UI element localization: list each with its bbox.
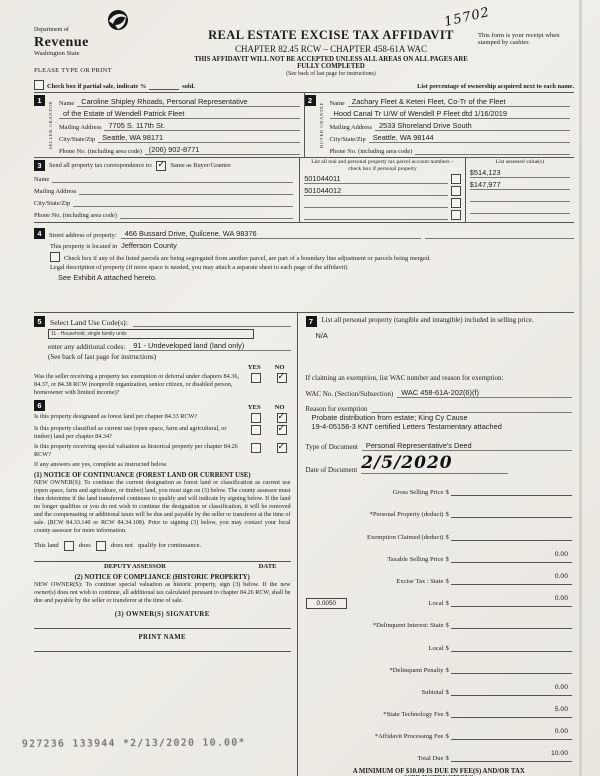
same-as-buyer-checkbox — [156, 161, 166, 171]
dollar-sign: $ — [445, 688, 449, 696]
money-label: *Personal Property (deduct) — [369, 511, 444, 519]
main-columns — [34, 313, 574, 776]
if-yes-note: If any answers are yes, complete as instructed below. — [34, 461, 168, 469]
parcel-numbers-column — [300, 158, 466, 222]
same-as-buyer-label: Same as Buyer/Grantee — [170, 162, 231, 169]
money-value: 0.00 — [554, 683, 568, 691]
dor-logo-block — [34, 6, 184, 74]
parcel-number — [304, 207, 448, 208]
additional-codes-label: enter any additional codes: — [48, 343, 126, 351]
reason-label: Reason for exemption — [305, 405, 368, 413]
this-land-label: This land — [34, 542, 59, 550]
seller-buyer-box — [34, 93, 574, 158]
cashier-stamp: 927236 133944 *2/13/2020 10.00* — [21, 737, 246, 750]
q3-yes-checkbox — [251, 443, 261, 453]
section-4-number: 4 — [34, 228, 45, 239]
seller-address-label: Mailing Address — [59, 124, 102, 131]
left-column — [34, 313, 298, 776]
money-value: 0.00 — [554, 728, 568, 736]
yes-header: YES — [247, 404, 261, 412]
seller-section — [34, 93, 305, 157]
money-label: Subtotal — [421, 688, 444, 696]
money-label: Total Due — [417, 755, 444, 763]
does-not-checkbox — [96, 541, 106, 551]
deferral-yes-checkbox — [251, 373, 261, 383]
receipt-note: This form is your receipt when stamped by cashier. — [478, 32, 560, 46]
correspondence-parcels-box — [34, 158, 574, 223]
assessed-value: $147,977 — [470, 180, 570, 190]
see-back-note: (See back of last page for instructions) — [48, 353, 157, 361]
buyer-name-value2: Hood Canal Tr U/W of Wendell P Fleet dtd 1/16/2019 — [333, 109, 508, 118]
money-value — [568, 640, 572, 647]
money-value: 0.00 — [554, 595, 568, 603]
historic-property-question: Is this property receiving special valuation as historical property per chapter 84.26 RCW? — [34, 442, 238, 458]
corr-phone-label: Phone No. (including area code) — [34, 212, 117, 219]
money-value: 0.00 — [554, 550, 568, 558]
owners-signature-line — [34, 618, 291, 629]
q2-yes-checkbox — [251, 425, 261, 435]
does-not-label: does not — [110, 542, 133, 550]
money-label: Local — [428, 600, 444, 608]
buyer-side-label: BUYER GRANTEE — [318, 102, 324, 148]
assessed-values-column — [466, 158, 574, 222]
assessed-header: List assessed value(s) — [495, 159, 545, 165]
buyer-city-value: Seattle, WA 98144 — [372, 133, 434, 142]
additional-codes-value: 91 - Undeveloped land (land only) — [133, 341, 245, 350]
doc-type-value: Personal Representative's Deed — [365, 441, 472, 450]
dollar-sign: $ — [445, 555, 449, 563]
personal-property-checkbox — [451, 198, 461, 208]
segregated-checkbox — [50, 252, 60, 262]
notice1-title: (1) NOTICE OF CONTINUANCE (FOREST LAND OR CURRENT USE) — [34, 472, 251, 480]
date-label: DATE — [258, 562, 277, 570]
minimum-note-line1: A MINIMUM OF $10.00 IS DUE IN FEE(S) AND/OR TAX — [352, 768, 525, 776]
does-label: does — [78, 542, 91, 550]
dollar-sign: $ — [445, 533, 449, 541]
parcel-header: List all real and personal property tax parcel account numbers – check box if personal property — [311, 159, 454, 172]
local-rate-box: 0.0050 — [306, 598, 348, 609]
corr-city-label: City/State/Zip — [34, 200, 71, 207]
assessed-value — [470, 204, 570, 214]
money-value: 0.00 — [554, 572, 568, 580]
sold-label: sold. — [182, 83, 195, 90]
continuance-row — [34, 541, 291, 551]
print-name-line — [34, 641, 291, 652]
agency-dept-label: Department of — [34, 27, 69, 33]
doc-date-value: 2/5/2020 — [361, 453, 453, 473]
print-name-label: PRINT NAME — [138, 634, 186, 642]
dollar-sign: $ — [445, 622, 449, 630]
section-7-number: 7 — [306, 316, 317, 327]
money-label: Local — [428, 644, 444, 652]
correspondence-section — [34, 158, 300, 222]
parcel-number — [304, 219, 448, 220]
buyer-city-label: City/State/Zip — [329, 136, 366, 143]
ownership-note: List percentage of ownership acquired next to each name. — [417, 83, 574, 90]
form-warning: THIS AFFIDAVIT WILL NOT BE ACCEPTED UNLESS ALL AREAS ON ALL PAGES ARE FULLY COMPLETED — [194, 56, 468, 70]
money-label: *State Technology Fee — [383, 711, 444, 719]
buyer-address-value: 2533 Shoreland Drive South — [378, 121, 472, 130]
buyer-section — [305, 93, 575, 157]
seller-name-label: Name — [59, 100, 75, 107]
street-address-value: 466 Bussard Drive, Quilcene, WA 98376 — [124, 229, 257, 238]
buyer-name-value: Zachary Fleet & Keteri Fleet, Co-Tr of the Fleet — [351, 97, 506, 106]
partial-sale-checkbox — [34, 80, 44, 90]
wac-label: WAC No. (Section/Subsection) — [305, 390, 394, 398]
section-3-number: 3 — [34, 160, 45, 171]
form-title: REAL ESTATE EXCISE TAX AFFIDAVIT — [208, 28, 454, 42]
corr-name-label: Name — [34, 176, 50, 183]
parcel-number: 501044012 — [304, 186, 448, 196]
q2-no-checkbox — [277, 425, 287, 435]
money-value: 5.00 — [554, 706, 568, 714]
q1-yes-checkbox — [251, 413, 261, 423]
dollar-sign: $ — [445, 711, 449, 719]
land-use-code-box: 11 - Household, single family units — [48, 329, 254, 339]
agency-revenue-label: Revenue — [34, 35, 89, 50]
handwritten-receipt-number: 15702 — [442, 4, 492, 31]
percent-sold-blank — [149, 82, 179, 90]
street-address-label: Street address of property: — [49, 232, 117, 239]
seller-phone-label: Phone No. (including area code) — [59, 148, 142, 155]
money-value — [568, 529, 572, 536]
money-value — [568, 506, 572, 513]
property-section — [34, 223, 574, 313]
wac-value: WAC 458-61A-202(6)(f) — [401, 388, 479, 397]
buyer-address-label: Mailing Address — [329, 124, 372, 131]
segregated-label: Check box if any of the listed parcels are being segregated from another parcel, are part of a boundary line adjustment or parcels being merged. — [64, 255, 431, 262]
qualify-label: qualify for continuance. — [138, 542, 202, 550]
buyer-name-label: Name — [329, 100, 345, 107]
right-column — [298, 313, 575, 776]
does-checkbox — [64, 541, 74, 551]
no-header: NO — [274, 404, 285, 412]
notice2-body: NEW OWNER(S): To continue special valuation as historic property, sign (3) below. If the new owner(s) does not wish to continue, all additional tax calculated pursuant to chapter 84.26 RCW, shall be due and payable by the seller or transferor at the time of sale. — [34, 581, 291, 604]
dor-swirl-logo-icon — [106, 8, 130, 32]
title-block — [184, 6, 478, 77]
type-or-print-note: PLEASE TYPE OR PRINT — [34, 67, 112, 74]
deferral-no-checkbox — [277, 373, 287, 383]
money-value — [568, 617, 572, 624]
notice1-body: NEW OWNER(S): To continue the current designation as forest land or classification as current use (open space, farm and agriculture, or timber) land, you must sign on (3) below. The county assessor must then determine if the land transferred continues to qualify and will indicate by signing below. If the land no longer qualifies or you do not wish to continue the designation or classification, it will be removed and the compensating or additional taxes will be due and payable by the seller or transferor at the time of sale. (RCW 84.33.140 or RCW 84.34.108). Prior to signing (3) below, you may contact your local county assessor for more information. — [34, 480, 291, 534]
seller-side-label: SELLER GRANTOR — [48, 100, 54, 150]
dollar-sign: $ — [445, 644, 449, 652]
assessed-value: $514,123 — [470, 168, 570, 178]
money-value — [568, 662, 572, 669]
deputy-assessor-line — [34, 551, 291, 562]
seller-name-value: Caroline Shipley Rhoads, Personal Representative — [81, 97, 248, 106]
personal-property-checkbox — [451, 186, 461, 196]
personal-property-value: N/A — [315, 331, 328, 340]
form-header — [34, 6, 574, 77]
q1-no-checkbox — [277, 413, 287, 423]
personal-property-checkbox — [451, 210, 461, 220]
located-in-label: This property is located in — [50, 243, 118, 250]
section-5-number: 5 — [34, 316, 45, 327]
legal-description-value: See Exhibit A attached hereto. — [58, 273, 158, 282]
seller-name-value2: of the Estate of Wendell Patrick Fleet — [63, 109, 185, 118]
located-in-value: Jefferson County — [121, 241, 177, 250]
agency-state-label: Washington State — [34, 50, 80, 57]
land-use-label: Select Land Use Code(s): — [50, 318, 128, 327]
seller-address-value: 7705 S. 117th St. — [108, 121, 166, 130]
dollar-sign: $ — [445, 600, 449, 608]
corr-address-label: Mailing Address — [34, 188, 77, 195]
dollar-sign: $ — [445, 755, 449, 763]
money-label: Taxable Selling Price — [387, 555, 444, 563]
section-1-number: 1 — [34, 95, 45, 106]
yes-header: YES — [247, 364, 261, 371]
no-header: NO — [274, 364, 285, 371]
doc-type-label: Type of Document — [305, 443, 358, 451]
assessed-value — [470, 192, 570, 202]
notice2-title: (2) NOTICE OF COMPLIANCE (HISTORIC PROPERTY) — [74, 573, 250, 581]
forest-land-question: Is this property designated as forest land per chapter 84.33 RCW? — [34, 413, 198, 421]
money-label: Excise Tax : State — [396, 577, 444, 585]
dollar-sign: $ — [445, 489, 449, 497]
buyer-phone-label: Phone No. (including area code) — [329, 148, 413, 155]
send-correspondence-label: Send all property tax correspondence to: — [49, 162, 153, 169]
exemption-intro: If claiming an exemption, list WAC number and reason for exemption: — [305, 374, 504, 382]
dollar-sign: $ — [445, 511, 449, 519]
dollar-sign: $ — [445, 666, 449, 674]
section-2-number: 2 — [305, 95, 316, 106]
instructions-note: (See back of last page for instructions) — [286, 71, 376, 77]
money-value — [568, 484, 572, 491]
owners-signature-label: (3) OWNER(S) SIGNATURE — [114, 611, 210, 619]
partial-sale-label: Check box if partial sale, indicate % — [47, 83, 147, 90]
personal-property-label: List all personal property (tangible and intangible) included in selling price. — [321, 316, 534, 324]
section-6-number: 6 — [34, 400, 45, 411]
dollar-sign: $ — [445, 577, 449, 585]
form-subtitle: CHAPTER 82.45 RCW – CHAPTER 458-61A WAC — [235, 44, 427, 54]
money-label: *Affidavit Processing Fee — [374, 733, 444, 741]
reason-value-line1: Probate distribution from estate; King Cy Cause — [311, 413, 468, 422]
money-value: 10.00 — [550, 750, 568, 758]
personal-property-checkbox — [451, 174, 461, 184]
legal-description-label: Legal description of property (if more space is needed, you may attach a separate sheet to each page of the affidavit) — [50, 264, 348, 271]
seller-city-label: City/State/Zip — [59, 136, 96, 143]
deputy-assessor-label: DEPUTY ASSESSOR — [104, 562, 166, 570]
seller-city-value: Seattle, WA 98171 — [102, 133, 164, 142]
parcel-number: 501044011 — [304, 174, 448, 184]
q3-no-checkbox — [277, 443, 287, 453]
current-use-question: Is this property classified as current use (open space, farm and agricultural, or timber) land per chapter 84.34? — [34, 425, 227, 440]
seller-phone-value: (206) 902-8771 — [148, 145, 200, 154]
reason-value-line2: 19-4-05156-3 KNT certified Letters Testamentary attached — [311, 422, 502, 431]
doc-date-label: Date of Document — [305, 466, 358, 474]
deferral-question: Was the seller receiving a property tax exemption or deferral under chapters 84.36, 84.37, or 84.38 RCW (nonprofit organization, senior citizen, or disabled person, homeowner with limited income)? — [34, 373, 239, 396]
dollar-sign: $ — [445, 733, 449, 741]
partial-sale-row — [34, 80, 574, 93]
money-label: Exemption Claimed (deduct) — [366, 533, 444, 541]
money-label: *Delinquent Penalty — [389, 666, 444, 674]
money-label: Gross Selling Price — [392, 489, 444, 497]
money-label: *Delinquent Interest: State — [372, 622, 444, 630]
